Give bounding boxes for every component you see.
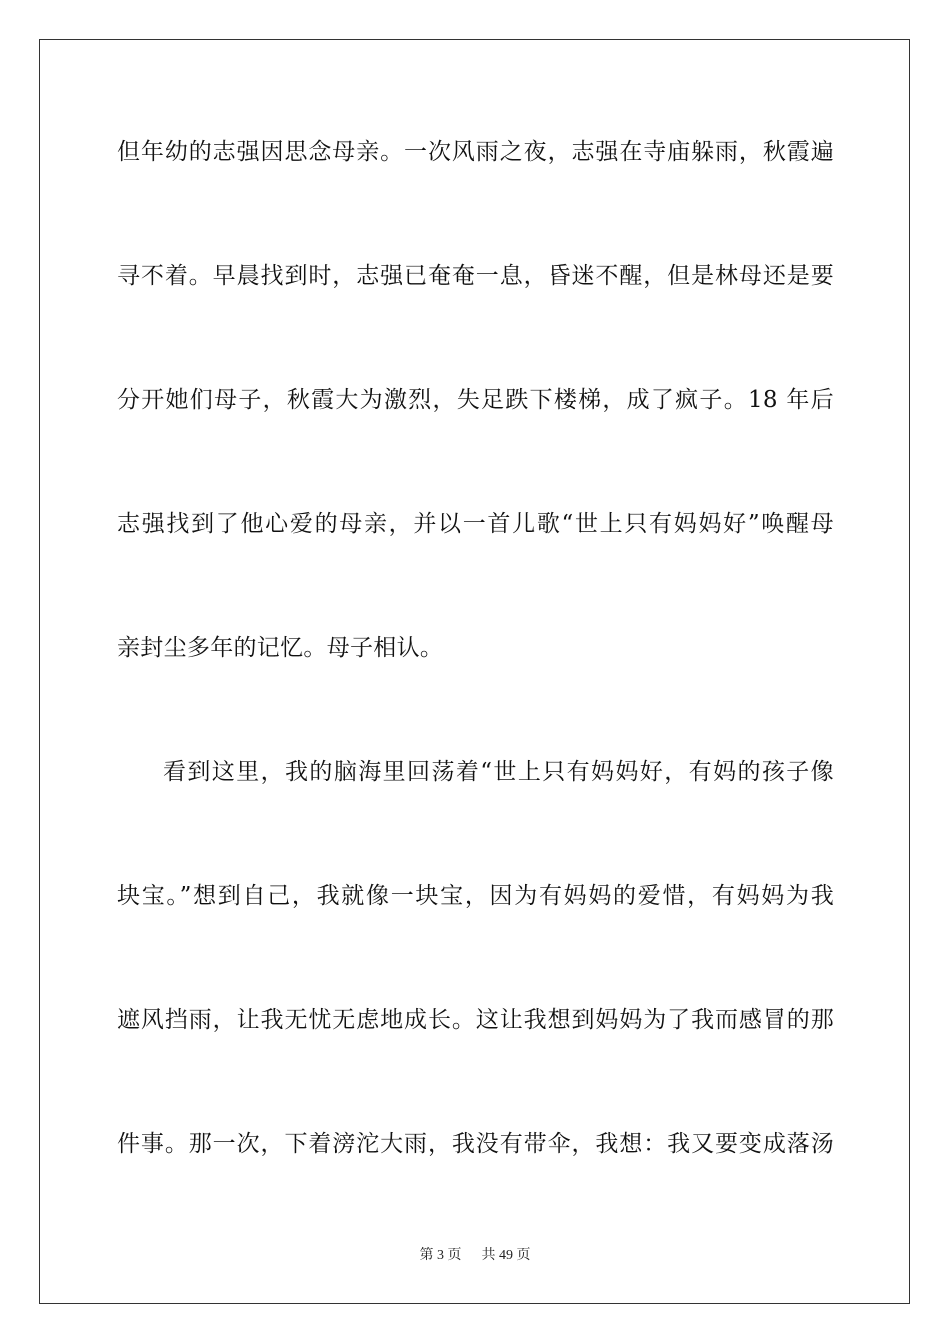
text-line: 但年幼的志强因思念母亲。一次风雨之夜，志强在寺庙躲雨，秋霞遍 — [117, 139, 834, 165]
page-number: 第 3 页 — [419, 1248, 462, 1263]
text-line: 寻不着。早晨找到时，志强已奄奄一息，昏迷不醒，但是林母还是要 — [117, 263, 834, 289]
text-line: 件事。那一次，下着滂沱大雨，我没有带伞，我想：我又要变成落汤 — [117, 1131, 834, 1157]
text-line: 志强找到了他心爱的母亲，并以一首儿歌“世上只有妈妈好”唤醒母 — [117, 511, 834, 537]
page-footer — [0, 1244, 950, 1264]
text-line: 块宝。”想到自己，我就像一块宝，因为有妈妈的爱惜，有妈妈为我 — [117, 883, 834, 909]
page-total: 共 49 页 — [481, 1248, 531, 1263]
text-line: 看到这里，我的脑海里回荡着“世上只有妈妈好，有妈的孩子像 — [163, 759, 834, 785]
text-line: 亲封尘多年的记忆。母子相认。 — [117, 635, 444, 661]
text-line: 分开她们母子，秋霞大为激烈，失足跌下楼梯，成了疯子。18 年后 — [117, 387, 834, 413]
text-line: 遮风挡雨，让我无忧无虑地成长。这让我想到妈妈为了我而感冒的那 — [117, 1007, 834, 1033]
